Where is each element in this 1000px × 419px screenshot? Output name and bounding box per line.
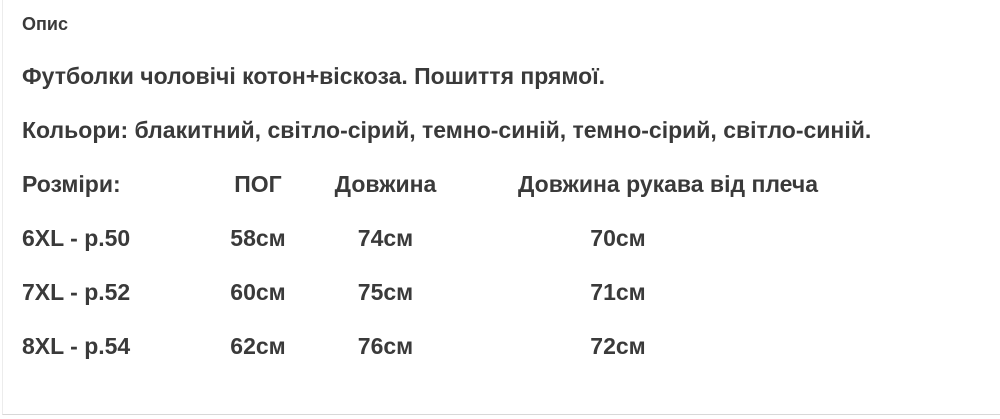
size-cell: 8XL - р.54	[22, 332, 131, 359]
chest-cell: 58см	[230, 224, 286, 251]
size-table-header-length: Довжина	[334, 170, 437, 197]
size-table-header-sizes: Розміри:	[22, 170, 121, 197]
size-table-row	[22, 265, 874, 319]
section-title: Опис	[22, 14, 68, 34]
description-material-line: Футболки чоловічі котон+віскоза. Пошиття прямої.	[22, 63, 606, 89]
size-table-header-sleeve: Довжина рукава від плеча	[518, 170, 819, 197]
description-body	[22, 49, 1000, 373]
length-cell: 75см	[357, 278, 414, 305]
spacer-cell	[774, 319, 874, 373]
size-cell: 7XL - р.52	[22, 278, 131, 305]
size-table-row	[22, 319, 874, 373]
description-colors-line: Кольори: блакитний, світло-сірий, темно-синій, темно-сірий, світло-синій.	[22, 117, 872, 143]
sleeve-cell: 70см	[590, 224, 646, 251]
chest-cell: 62см	[230, 332, 286, 359]
chest-cell: 60см	[230, 278, 286, 305]
sleeve-cell: 71см	[590, 278, 646, 305]
size-table-row	[22, 211, 874, 265]
spacer-cell	[774, 265, 874, 319]
product-description-card	[2, 0, 1000, 415]
size-cell: 6XL - р.50	[22, 224, 131, 251]
size-table	[22, 157, 874, 373]
spacer-cell	[774, 211, 874, 265]
size-table-header-row	[22, 157, 874, 211]
length-cell: 76см	[357, 332, 414, 359]
size-table-header-chest: ПОГ	[234, 170, 282, 197]
sleeve-cell: 72см	[590, 332, 646, 359]
length-cell: 74см	[357, 224, 414, 251]
